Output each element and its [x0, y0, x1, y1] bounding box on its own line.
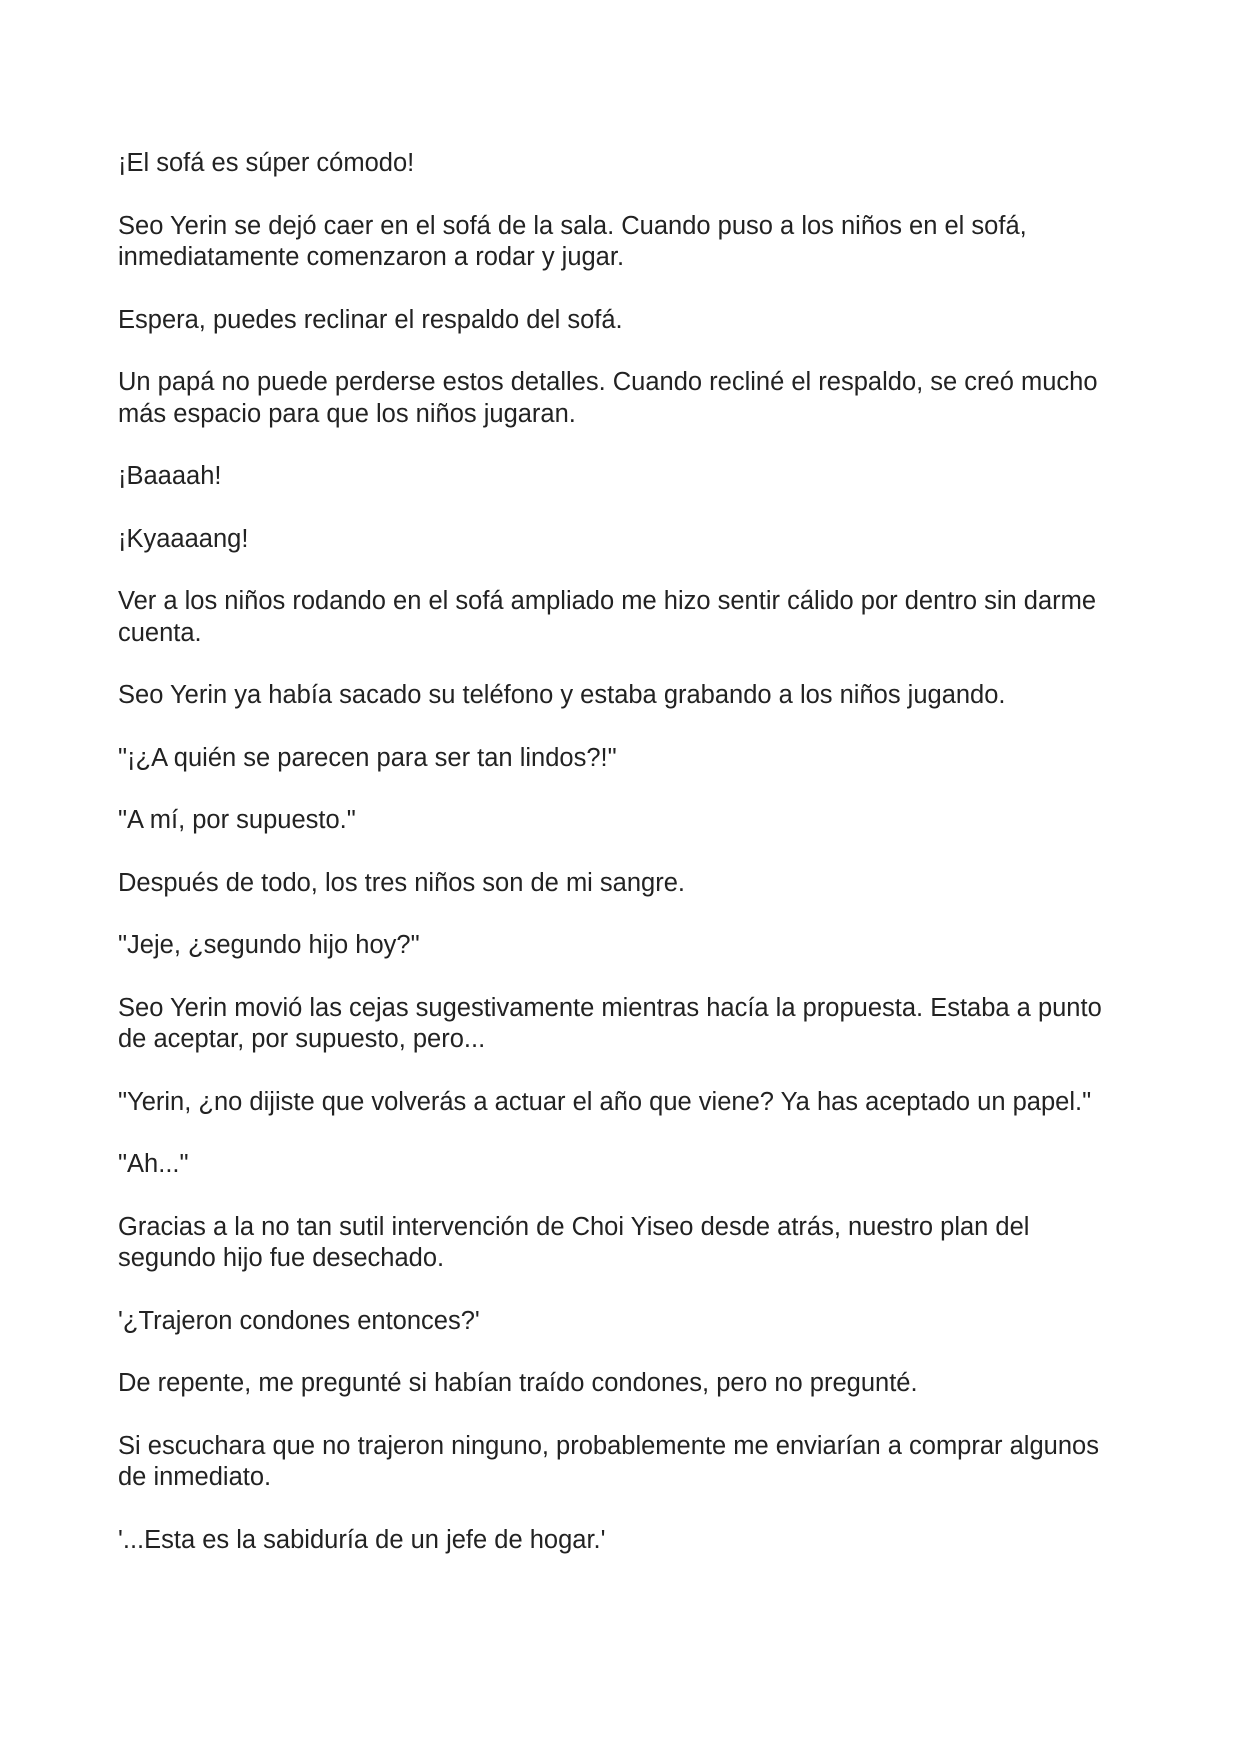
paragraph: "Ah..."	[118, 1150, 189, 1178]
paragraph: Gracias a la no tan sutil intervención de Choi Yiseo desde atrás, nuestro plan del segundo hijo fue desechado.	[118, 1212, 1030, 1272]
paragraph: Después de todo, los tres niños son de mi sangre.	[118, 868, 685, 897]
paragraph: Seo Yerin movió las cejas sugestivamente mientras hacía la propuesta. Estaba a punto de aceptar, por supuesto, pero...	[118, 993, 1102, 1053]
paragraph: De repente, me pregunté si habían traído condones, pero no pregunté.	[118, 1369, 918, 1397]
paragraph: Seo Yerin ya había sacado su teléfono y estaba grabando a los niños jugando.	[118, 681, 1006, 709]
paragraph: '¿Trajeron condones entonces?'	[118, 1306, 480, 1335]
paragraph: "Yerin, ¿no dijiste que volverás a actuar el año que viene? Ya has aceptado un papel."	[118, 1087, 1092, 1116]
paragraph: Ver a los niños rodando en el sofá ampliado me hizo sentir cálido por dentro sin darme cuenta.	[118, 587, 1097, 647]
paragraph: '...Esta es la sabiduría de un jefe de hogar.'	[118, 1525, 606, 1554]
paragraph: "¡¿A quién se parecen para ser tan lindos?!"	[118, 743, 617, 772]
paragraph: Un papá no puede perderse estos detalles. Cuando recliné el respaldo, se creó mucho más espacio para que los niños jugaran.	[118, 368, 1098, 428]
paragraph: Si escuchara que no trajeron ninguno, probablemente me enviarían a comprar algunos de inmediato.	[118, 1431, 1099, 1491]
paragraph: ¡El sofá es súper cómodo!	[118, 149, 415, 177]
paragraph: ¡Baaaah!	[118, 462, 222, 490]
paragraph: Espera, puedes reclinar el respaldo del sofá.	[118, 305, 623, 334]
document-body	[118, 148, 1128, 1587]
paragraph: "Jeje, ¿segundo hijo hoy?"	[118, 931, 420, 959]
paragraph: ¡Kyaaaang!	[118, 524, 249, 553]
paragraph: "A mí, por supuesto."	[118, 806, 356, 834]
paragraph: Seo Yerin se dejó caer en el sofá de la sala. Cuando puso a los niños en el sofá, inmediatamente comenzaron a rodar y jugar.	[118, 211, 1027, 271]
